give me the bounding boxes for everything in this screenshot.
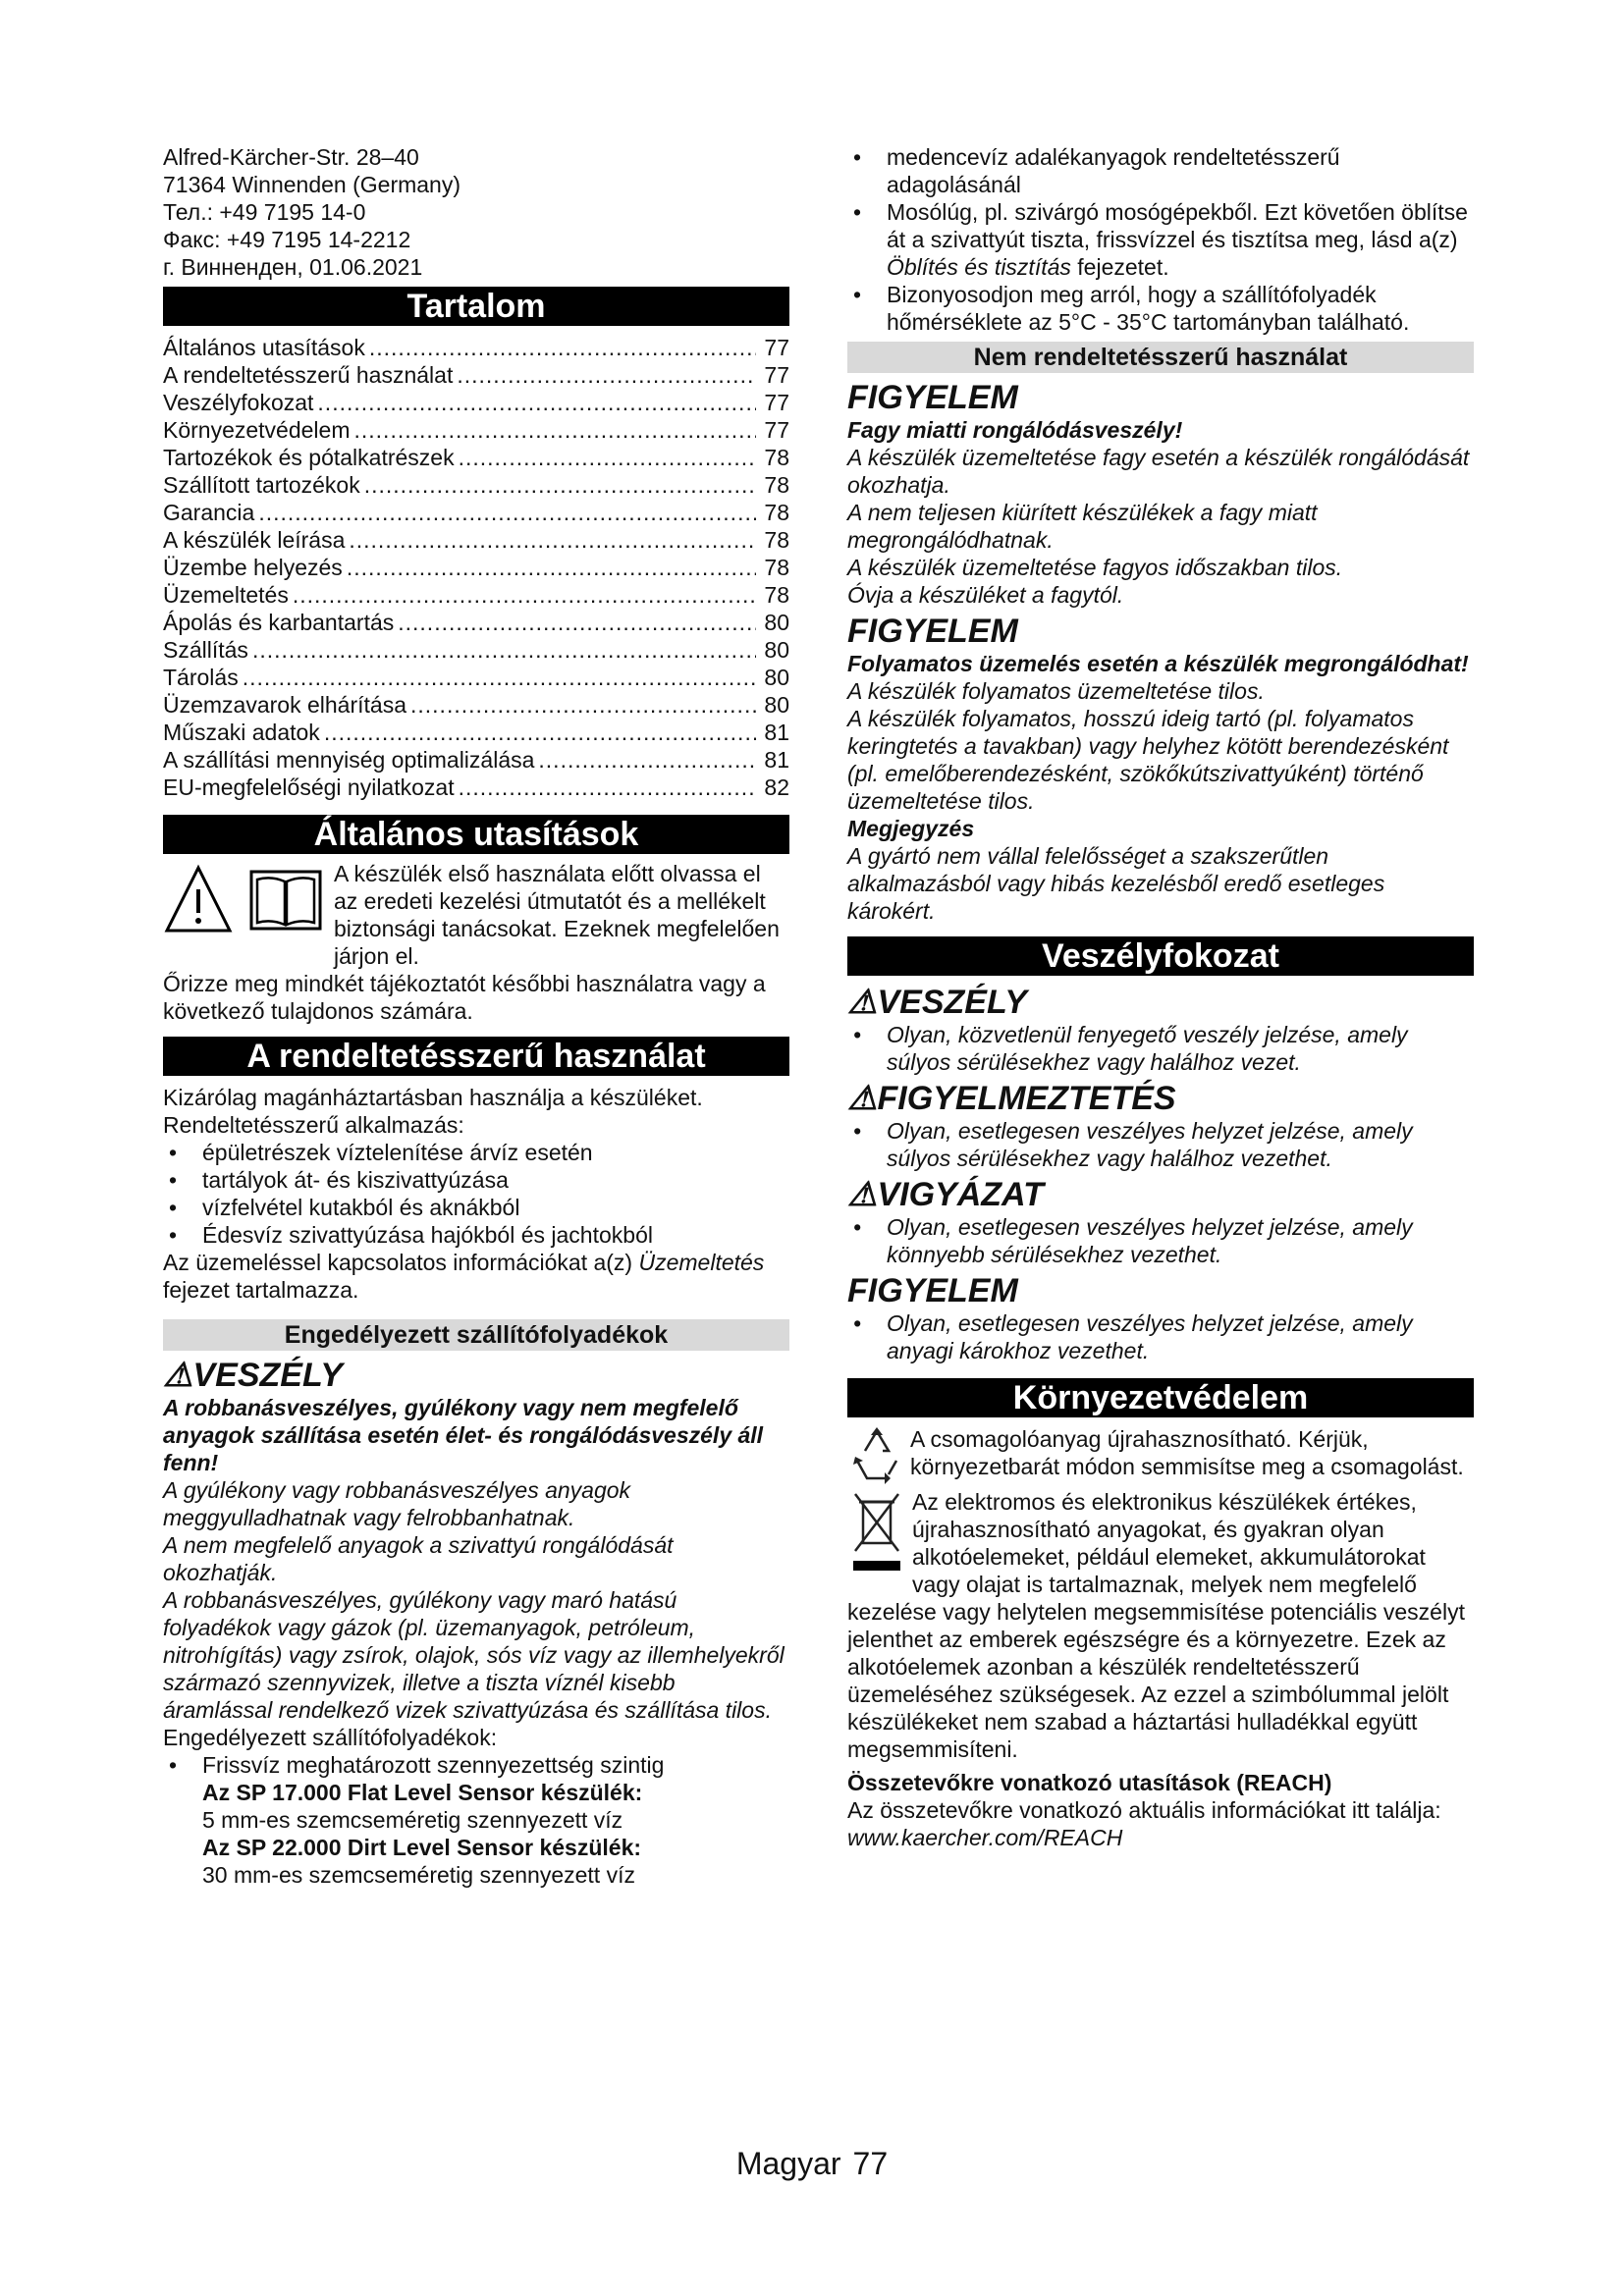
toc-leader-dots <box>258 499 756 526</box>
toc-entry-title: Környezetvédelem <box>163 417 351 443</box>
toc-entry-title: Tartozékok és pótalkatrészek <box>163 445 455 470</box>
intended-p1: Kizárólag magánháztartásban használja a készüléket. <box>163 1085 703 1110</box>
toc-leader-dots <box>324 719 756 746</box>
notice-text: Óvja a készüléket a fagytól. <box>847 582 1124 608</box>
address-line: Факс: +49 7195 14-2212 <box>163 227 411 252</box>
toc-entry[interactable] <box>163 416 789 444</box>
toc-entry-page: 77 <box>764 362 789 388</box>
reach-title: Összetevőkre vonatkozó utasítások (REACH) <box>847 1770 1332 1795</box>
notice-title: Folyamatos üzemelés esetén a készülék megrongálódhat! <box>847 651 1469 676</box>
toc-entry-title: Műszaki adatok <box>163 720 320 745</box>
toc-entry-page: 80 <box>764 637 789 663</box>
toc-entry[interactable] <box>163 471 789 499</box>
toc-entry-page: 78 <box>764 472 789 498</box>
toc-leader-dots <box>349 526 756 554</box>
table-of-contents <box>163 334 789 801</box>
hazard-description: • Olyan, esetlegesen veszélyes helyzet jelzése, amely súlyos sérülésekhez vagy halálhoz vezethet. <box>847 1117 1474 1172</box>
footer-language: Magyar <box>735 2146 841 2181</box>
toc-entry[interactable] <box>163 746 789 774</box>
environment-p1: A csomagolóanyag újrahasznosítható. Kérjük, környezetbarát módon semmisítse meg a csomagolást. <box>910 1426 1464 1479</box>
toc-leader-dots <box>398 609 756 636</box>
toc-leader-dots <box>354 416 757 444</box>
notice-text: A nem teljesen kiürített készülékek a fagy miatt megrongálódhatnak. <box>847 500 1318 553</box>
page-number: 77 <box>852 2146 889 2181</box>
notice-text: A készülék folyamatos üzemeltetése tilos. <box>847 678 1265 704</box>
toc-leader-dots <box>459 444 756 471</box>
general-heading: Általános utasítások <box>163 815 789 854</box>
toc-leader-dots <box>410 691 756 719</box>
toc-entry[interactable] <box>163 389 789 416</box>
improper-heading: Nem rendeltetésszerű használat <box>847 342 1474 373</box>
toc-entry-title: Tárolás <box>163 665 239 690</box>
intended-p3: Az üzemeléssel kapcsolatos információkat a(z) Üzemeltetés fejezet tartalmazza. <box>163 1250 765 1303</box>
address-line: Alfred-Kärcher-Str. 28–40 <box>163 144 419 170</box>
intended-heading: A rendeltetésszerű használat <box>163 1037 789 1076</box>
notice-signal: FIGYELEM <box>847 613 1018 650</box>
environment-p2: Az elektromos és elektronikus készülékek értékes, újrahasznosítható anyagokat, és gyakran olyan alkotóelemeket, például elemeket, akkumulátorokat vagy olajat is tartalmaznak, melyek nem megfelelő kezelése vagy helytelen megsemmisítése potenciális veszélyt jelenthet az emberek egészségre és a környezetre. Ezek az alkotóelemek azonban a készülék rendeltetésszerű üzemeléséhez szükségesek. Az ezzel a szimbólummal jelölt készülékeket nem szabad a háztartási hulladékkal együtt megsemmisíteni. <box>847 1489 1465 1762</box>
toc-entry[interactable] <box>163 499 789 526</box>
toc-leader-dots <box>317 389 756 416</box>
environment-heading: Környezetvédelem <box>847 1378 1474 1417</box>
toc-leader-dots <box>293 581 756 609</box>
toc-entry[interactable] <box>163 664 789 691</box>
left-column <box>163 143 789 1889</box>
fluids-text: A robbanásveszélyes, gyúlékony vagy maró hatású folyadékok vagy gázok (pl. üzemanyagok, petróleum, nitrohígítás) vagy zsírok, olajok, sós víz vagy az illemhelyekről származó szennyvizek, illetve a tiszta víznél kisebb áramlással rendelkező vizek szivattyúzása és szállítása tilos. <box>163 1587 785 1723</box>
toc-entry-title: Garancia <box>163 500 255 525</box>
general-intro: A készülék első használata előtt olvassa el az eredeti kezelési útmutatót és a mellékelt biztonsági tanácsokat. Ezeknek megfelelően járjon el. <box>334 861 780 969</box>
list-item: • Édesvíz szivattyúzása hajókból és jachtokból <box>163 1221 789 1249</box>
toc-entry[interactable] <box>163 691 789 719</box>
fluids-list-cont <box>847 143 1474 336</box>
list-item: • Mosólúg, pl. szivárgó mosógépekből. Ezt követően öblítse át a szivattyút tiszta, frissvízzel és tisztítsa meg, lásd a(z) Öblítés és tisztítás fejezetet. <box>847 198 1474 281</box>
reach-text: Az összetevőkre vonatkozó aktuális információkat itt találja: www.kaercher.com/REACH <box>847 1797 1441 1850</box>
note-text: A gyártó nem vállal felelősséget a szakszerűtlen alkalmazásból vagy hibás kezelésből eredő esetleges károkért. <box>847 843 1385 924</box>
fluids-text: A nem megfelelő anyagok a szivattyú rongálódását okozhatják. <box>163 1532 674 1585</box>
toc-entry-title: Szállított tartozékok <box>163 472 360 498</box>
toc-leader-dots <box>347 554 756 581</box>
list-item: • Bizonyosodjon meg arról, hogy a szállítófolyadék hőmérséklete az 5°C - 35°C tartományban található. <box>847 281 1474 336</box>
recycling-row <box>847 1425 1474 1488</box>
toc-entry-title: A készülék leírása <box>163 527 346 553</box>
list-item: • vízfelvétel kutakból és aknákból <box>163 1194 789 1221</box>
toc-entry-title: A rendeltetésszerű használat <box>163 362 454 388</box>
toc-entry-page: 78 <box>764 500 789 525</box>
toc-entry-page: 77 <box>764 390 789 415</box>
list-item: • tartályok át- és kiszivattyúzása <box>163 1166 789 1194</box>
hazard-description: • Olyan, esetlegesen veszélyes helyzet jelzése, amely anyagi károkhoz vezethet. <box>847 1309 1474 1364</box>
toc-entry-title: Általános utasítások <box>163 335 365 360</box>
toc-entry-page: 78 <box>764 445 789 470</box>
toc-entry-page: 80 <box>764 610 789 635</box>
toc-entry[interactable] <box>163 609 789 636</box>
address-line: г. Винненден, 01.06.2021 <box>163 254 423 280</box>
weee-row <box>847 1488 1474 1763</box>
fluids-danger-text: A robbanásveszélyes, gyúlékony vagy nem megfelelő anyagok szállítása esetén élet- és rongálódásveszély áll fenn! <box>163 1395 764 1475</box>
crossed-bin-icon <box>847 1488 906 1576</box>
general-keep: Őrizze meg mindkét tájékoztatót későbbi használatra vagy a következő tulajdonos számára. <box>163 971 766 1024</box>
toc-entry[interactable] <box>163 444 789 471</box>
toc-entry-page: 78 <box>764 582 789 608</box>
page-footer <box>0 2146 1624 2181</box>
toc-entry-page: 77 <box>764 335 789 360</box>
hazard-description: • Olyan, közvetlenül fenyegető veszély jelzése, amely súlyos sérülésekhez vagy halálhoz vezet. <box>847 1021 1474 1076</box>
list-item: • épületrészek víztelenítése árvíz esetén <box>163 1139 789 1166</box>
toc-entry-title: A szállítási mennyiség optimalizálása <box>163 747 535 773</box>
toc-entry[interactable] <box>163 774 789 801</box>
address-line: 71364 Winnenden (Germany) <box>163 172 460 197</box>
toc-entry-page: 78 <box>764 555 789 580</box>
hazard-signal: FIGYELEM <box>847 1272 1018 1309</box>
notice-title: Fagy miatti rongálódásveszély! <box>847 417 1183 443</box>
toc-entry-title: EU-megfelelőségi nyilatkozat <box>163 774 455 800</box>
toc-entry-title: Üzembe helyezés <box>163 555 343 580</box>
fluids-list <box>163 1751 789 1889</box>
hazard-heading: Veszélyfokozat <box>847 936 1474 976</box>
toc-entry-page: 81 <box>764 747 789 773</box>
address-line: Тел.: +49 7195 14-0 <box>163 199 366 225</box>
toc-entry-title: Szállítás <box>163 637 248 663</box>
toc-leader-dots <box>457 361 756 389</box>
hazard-signal: ⚠VIGYÁZAT <box>847 1176 1044 1213</box>
toc-entry-page: 78 <box>764 527 789 553</box>
recycling-icon <box>847 1425 906 1488</box>
list-item: • medencevíz adalékanyagok rendeltetésszerű adagolásánál <box>847 143 1474 198</box>
fluids-text: A gyúlékony vagy robbanásveszélyes anyagok meggyulladhatnak vagy felrobbanhatnak. <box>163 1477 631 1530</box>
notice-text: A készülék folyamatos, hosszú ideig tartó (pl. folyamatos keringtetés a tavakban) vagy helyhez kötött berendezésként (pl. emelőberendezésként, szökőkútszivattyúként) történő üzemeltetése tilos. <box>847 706 1449 814</box>
toc-entry-page: 82 <box>764 774 789 800</box>
fluids-allowed: Engedélyezett szállítófolyadékok: <box>163 1725 498 1750</box>
address-block <box>163 143 789 281</box>
toc-entry[interactable] <box>163 361 789 389</box>
toc-leader-dots <box>252 636 756 664</box>
toc-entry-title: Üzemzavarok elhárítása <box>163 692 406 718</box>
warning-manual-icon <box>163 862 330 936</box>
toc-entry-title: Veszélyfokozat <box>163 390 314 415</box>
danger-signal: ⚠VESZÉLY <box>163 1357 343 1394</box>
toc-entry-title: Ápolás és karbantartás <box>163 610 395 635</box>
toc-entry[interactable] <box>163 636 789 664</box>
toc-leader-dots <box>364 471 756 499</box>
notice-text: A készülék üzemeltetése fagy esetén a készülék rongálódását okozhatja. <box>847 445 1470 498</box>
toc-entry[interactable] <box>163 554 789 581</box>
toc-entry[interactable] <box>163 719 789 746</box>
toc-leader-dots <box>538 746 756 774</box>
toc-leader-dots <box>243 664 756 691</box>
toc-leader-dots <box>369 334 756 361</box>
toc-leader-dots <box>459 774 756 801</box>
toc-heading: Tartalom <box>163 287 789 326</box>
toc-entry-page: 80 <box>764 665 789 690</box>
notice-text: A készülék üzemeltetése fagyos időszakban tilos. <box>847 555 1343 580</box>
hazard-signal: ⚠VESZÉLY <box>847 984 1027 1021</box>
hazard-signal: ⚠FIGYELMEZTETÉS <box>847 1080 1176 1117</box>
toc-entry-page: 77 <box>764 417 789 443</box>
notice-signal: FIGYELEM <box>847 379 1018 416</box>
intended-list <box>163 1139 789 1249</box>
general-intro-row <box>163 862 789 970</box>
toc-entry[interactable] <box>163 581 789 609</box>
list-item: • Frissvíz meghatározott szennyezettség szintig Az SP 17.000 Flat Level Sensor készülék: 5 mm-es szemcseméretig szennyezett víz Az SP 22.000 Dirt Level Sensor készülék: 30 mm-es szemcseméretig szennyezett víz <box>163 1751 789 1889</box>
hazard-description: • Olyan, esetlegesen veszélyes helyzet jelzése, amely könnyebb sérülésekhez vezethet. <box>847 1213 1474 1268</box>
intended-p2: Rendeltetésszerű alkalmazás: <box>163 1112 464 1138</box>
note-title: Megjegyzés <box>847 816 975 841</box>
toc-entry[interactable] <box>163 334 789 361</box>
fluids-heading: Engedélyezett szállítófolyadékok <box>163 1319 789 1351</box>
toc-entry-page: 81 <box>764 720 789 745</box>
toc-entry-title: Üzemeltetés <box>163 582 289 608</box>
toc-entry-page: 80 <box>764 692 789 718</box>
reach-link[interactable]: www.kaercher.com/REACH <box>847 1825 1123 1850</box>
right-column <box>847 143 1474 1851</box>
toc-entry[interactable] <box>163 526 789 554</box>
